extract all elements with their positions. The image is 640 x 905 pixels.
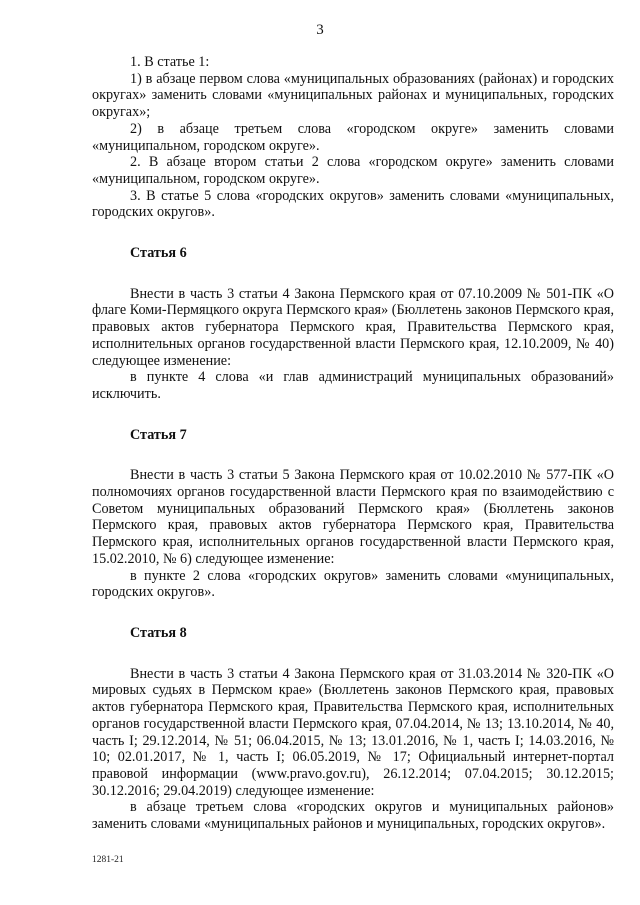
document-code: 1281-21 [92, 855, 124, 865]
article-heading: Статья 6 [130, 245, 187, 262]
spacer [92, 403, 614, 427]
spacer [92, 221, 614, 245]
paragraph: 2) в абзаце третьем слова «городском округе» заменить словами «муниципальном, городском округе». [92, 120, 614, 154]
spacer [92, 262, 614, 286]
paragraph: 1) в абзаце первом слова «муниципальных образованиях (районах) и городских округах» заменить словами «муниципальных районах и муниципальных, городских округах»; [92, 70, 614, 121]
paragraph: Внести в часть 3 статьи 5 Закона Пермского края от 10.02.2010 № 577-ПК «О полномочиях органов государственной власти Пермского края по взаимодействию с Советом муниципальных образований Пермского края» (Бюллетень законов Пермского края, правовых актов губернатора Пермского края, Правительства Пермского края, исполнительных органов государственной власти Пермского края, 15.02.2010, № 6) следующее изменение: [92, 467, 614, 567]
article-heading: Статья 7 [130, 426, 187, 443]
paragraph: Внести в часть 3 статьи 4 Закона Пермского края от 31.03.2014 № 320-ПК «О мировых судьях в Пермском крае» (Бюллетень законов Пермского края, правовых актов губернатора Пермского края, Правительства Пермского края, исполнительных органов государственной власти Пермского края, 07.04.2014, № 13; 13.10.2014, № 40, часть I; 29.12.2014, № 51; 06.04.2015, № 13; 13.01.2016, № 1, часть I; 14.03.2016, № 10; 02.01.2017, № 1, часть I; 06.05.2019, № 17; Официальный интернет-портал правовой информации (www.pravo.gov.ru), 26.12.2014; 07.04.2015; 30.12.2015; 30.12.2016; 29.04.2019) следующее изменение: [92, 665, 614, 799]
article-heading: Статья 8 [130, 624, 187, 641]
paragraph: 3. В статье 5 слова «городских округов» заменить словами «муниципальных, городских округов». [92, 187, 614, 221]
document-body [92, 54, 614, 833]
paragraph: в пункте 2 слова «городских округов» заменить словами «муниципальных, городских округов». [92, 567, 614, 601]
paragraph: в пункте 4 слова «и глав администраций муниципальных образований» исключить. [92, 369, 614, 402]
spacer [92, 601, 614, 625]
paragraph: 2. В абзаце втором статьи 2 слова «городском округе» заменить словами «муниципальном, городском округе». [92, 154, 614, 187]
spacer [92, 642, 614, 666]
spacer [92, 443, 614, 467]
paragraph: Внести в часть 3 статьи 4 Закона Пермского края от 07.10.2009 № 501-ПК «О флаге Коми-Пермяцкого округа Пермского края» (Бюллетень законов Пермского края, правовых актов губернатора Пермского края, Правительства Пермского края, исполнительных органов государственной власти Пермского края, 12.10.2009, № 40) следующее изменение: [92, 285, 614, 369]
paragraph: в абзаце третьем слова «городских округов и муниципальных районов» заменить словами «муниципальных районов и муниципальных, городских округов». [92, 799, 614, 833]
paragraph: 1. В статье 1: [130, 54, 210, 70]
page-number: 3 [316, 22, 324, 38]
